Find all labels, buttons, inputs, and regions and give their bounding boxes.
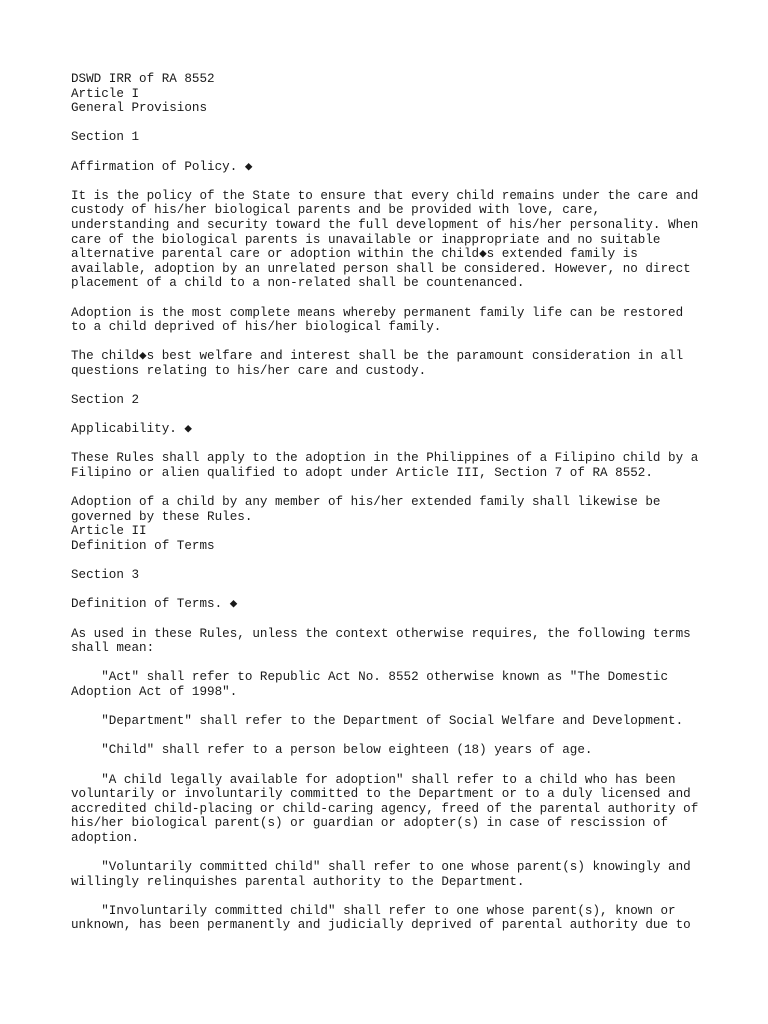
text-line: These Rules shall apply to the adoption in the Philippines of a Filipino child by a (71, 451, 699, 466)
text-line: Section 2 (71, 393, 140, 408)
text-line: "Child" shall refer to a person below eighteen (18) years of age. (71, 743, 593, 758)
blank-line (71, 758, 731, 773)
blank-line (71, 583, 731, 598)
text-line: Affirmation of Policy. ◆ (71, 159, 253, 174)
text-line: understanding and security toward the full development of his/her personality. When (71, 217, 699, 232)
text-line: questions relating to his/her care and custody. (71, 363, 427, 378)
blank-line (71, 437, 731, 452)
text-line: unknown, has been permanently and judicially deprived of parental authority due to (71, 918, 691, 933)
text-line: The child◆s best welfare and interest shall be the paramount consideration in all (71, 349, 684, 364)
blank-line (71, 729, 731, 744)
text-line: Adoption is the most complete means whereby permanent family life can be restored (71, 305, 684, 320)
blank-line (71, 656, 731, 671)
text-line: Definition of Terms (71, 539, 215, 553)
text-line: "A child legally available for adoption" shall refer to a child who has been (71, 772, 676, 787)
blank-line (71, 612, 731, 627)
blank-line (71, 889, 731, 904)
blank-line (71, 116, 731, 131)
text-line: Article II (71, 524, 147, 539)
text-line: custody of his/her biological parents and be provided with love, care, (71, 203, 601, 218)
text-line: "Voluntarily committed child" shall refer to one whose parent(s) knowingly and (71, 860, 691, 875)
blank-line (71, 145, 731, 160)
article-heading: Article I (71, 86, 140, 101)
text-line: Adoption of a child by any member of his/her extended family shall likewise be (71, 495, 661, 510)
document-title: DSWD IRR of RA 8552 (71, 72, 215, 86)
text-line: accredited child-placing or child-caring agency, freed of the parental authority of (71, 801, 699, 816)
text-line: Definition of Terms. ◆ (71, 597, 238, 612)
document-body (71, 116, 731, 933)
text-line: "Involuntarily committed child" shall refer to one whose parent(s), known or (71, 903, 676, 918)
text-line: Section 1 (71, 130, 140, 145)
text-line: willingly relinquishes parental authority to the Department. (71, 874, 525, 889)
blank-line (71, 845, 731, 860)
article-title: General Provisions (71, 101, 208, 116)
blank-line (71, 481, 731, 496)
text-line: Section 3 (71, 568, 140, 583)
blank-line (71, 291, 731, 306)
blank-line (71, 554, 731, 569)
text-line: alternative parental care or adoption within the child◆s extended family is (71, 247, 638, 262)
text-line: voluntarily or involuntarily committed to the Department or to a duly licensed and (71, 787, 691, 802)
text-line: Applicability. ◆ (71, 422, 192, 437)
text-line: to a child deprived of his/her biological family. (71, 320, 442, 335)
text-line: his/her biological parent(s) or guardian or adopter(s) in case of rescission of (71, 816, 669, 831)
text-line: care of the biological parents is unavailable or inappropriate and no suitable (71, 232, 661, 247)
text-line: Filipino or alien qualified to adopt under Article III, Section 7 of RA 8552. (71, 466, 653, 481)
text-line: Adoption Act of 1998". (71, 684, 238, 699)
text-line: "Act" shall refer to Republic Act No. 8552 otherwise known as "The Domestic (71, 670, 669, 685)
text-line: It is the policy of the State to ensure that every child remains under the care and (71, 188, 699, 203)
text-line: governed by these Rules. (71, 509, 253, 524)
text-line: adoption. (71, 830, 140, 845)
blank-line (71, 174, 731, 189)
blank-line (71, 700, 731, 715)
text-line: available, adoption by an unrelated person shall be considered. However, no direct (71, 261, 691, 276)
document-page (71, 72, 731, 933)
text-line: "Department" shall refer to the Department of Social Welfare and Development. (71, 714, 684, 729)
text-line: placement of a child to a non-related shall be countenanced. (71, 276, 525, 291)
blank-line (71, 378, 731, 393)
blank-line (71, 408, 731, 423)
text-line: shall mean: (71, 641, 155, 656)
text-line: As used in these Rules, unless the context otherwise requires, the following terms (71, 626, 691, 641)
blank-line (71, 335, 731, 350)
